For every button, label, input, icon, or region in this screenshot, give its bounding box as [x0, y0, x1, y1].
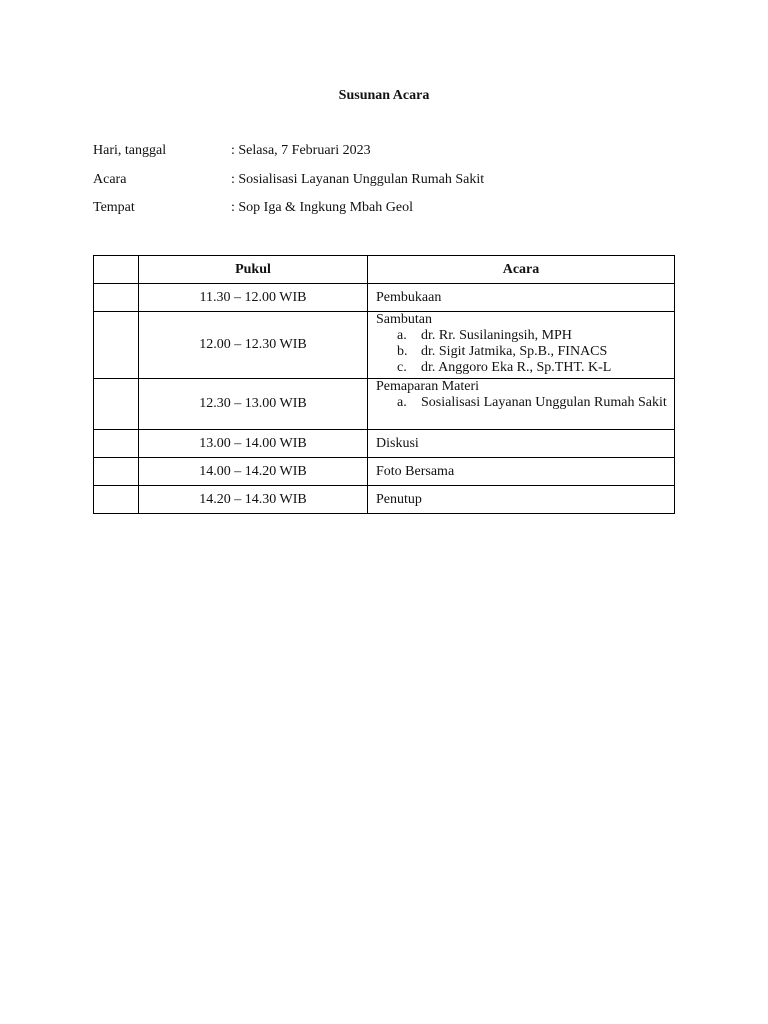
header-number: [94, 256, 139, 284]
row-event: Diskusi: [368, 430, 675, 458]
row-number-cell: [94, 458, 139, 486]
row-event-cell: [368, 312, 675, 379]
list-text: Sosialisasi Layanan Unggulan Rumah Sakit: [421, 395, 667, 410]
list-marker: a.: [397, 395, 407, 410]
row-number-cell: [94, 486, 139, 514]
row-event: Foto Bersama: [368, 458, 675, 486]
row-number-cell: [94, 379, 139, 430]
header-time: Pukul: [139, 256, 368, 284]
table-row: [94, 486, 675, 514]
document-title: Susunan Acara: [338, 88, 430, 103]
info-label-place: Tempat: [93, 200, 135, 215]
row-number-cell: [94, 284, 139, 312]
row-event: Penutup: [368, 486, 675, 514]
schedule-table: [93, 255, 675, 514]
table-row: [94, 312, 675, 379]
list-marker: a.: [397, 328, 407, 343]
row-number-cell: [94, 312, 139, 379]
table-row: [94, 430, 675, 458]
list-marker: c.: [397, 360, 407, 375]
info-value-date: : Selasa, 7 Februari 2023: [231, 143, 371, 158]
row-event-cell: [368, 379, 675, 430]
list-item: [376, 328, 674, 344]
list-text: dr. Rr. Susilaningsih, MPH: [421, 328, 572, 343]
row-time: 12.00 – 12.30 WIB: [139, 312, 368, 379]
row-time: 14.20 – 14.30 WIB: [139, 486, 368, 514]
info-label-date: Hari, tanggal: [93, 143, 167, 158]
table-row: [94, 379, 675, 430]
info-label-event: Acara: [93, 172, 127, 187]
list-marker: b.: [397, 344, 408, 359]
row-time: 11.30 – 12.00 WIB: [139, 284, 368, 312]
list-item: [376, 344, 674, 360]
row-time: 12.30 – 13.00 WIB: [139, 379, 368, 430]
row-number-cell: [94, 430, 139, 458]
list-text: dr. Sigit Jatmika, Sp.B., FINACS: [421, 344, 608, 359]
table-row: [94, 284, 675, 312]
table-row: [94, 458, 675, 486]
info-value-event: : Sosialisasi Layanan Unggulan Rumah Sakit: [231, 172, 485, 187]
list-item: [376, 395, 674, 411]
row-event: Sambutan: [376, 312, 432, 327]
row-event: Pemaparan Materi: [376, 379, 480, 394]
list-item: [376, 360, 674, 376]
table-header-row: [94, 256, 675, 284]
info-value-place: : Sop Iga & Ingkung Mbah Geol: [231, 200, 413, 215]
list-text: dr. Anggoro Eka R., Sp.THT. K-L: [421, 360, 612, 375]
row-time: 14.00 – 14.20 WIB: [139, 458, 368, 486]
row-event: Pembukaan: [368, 284, 675, 312]
row-time: 13.00 – 14.00 WIB: [139, 430, 368, 458]
header-event: Acara: [368, 256, 675, 284]
